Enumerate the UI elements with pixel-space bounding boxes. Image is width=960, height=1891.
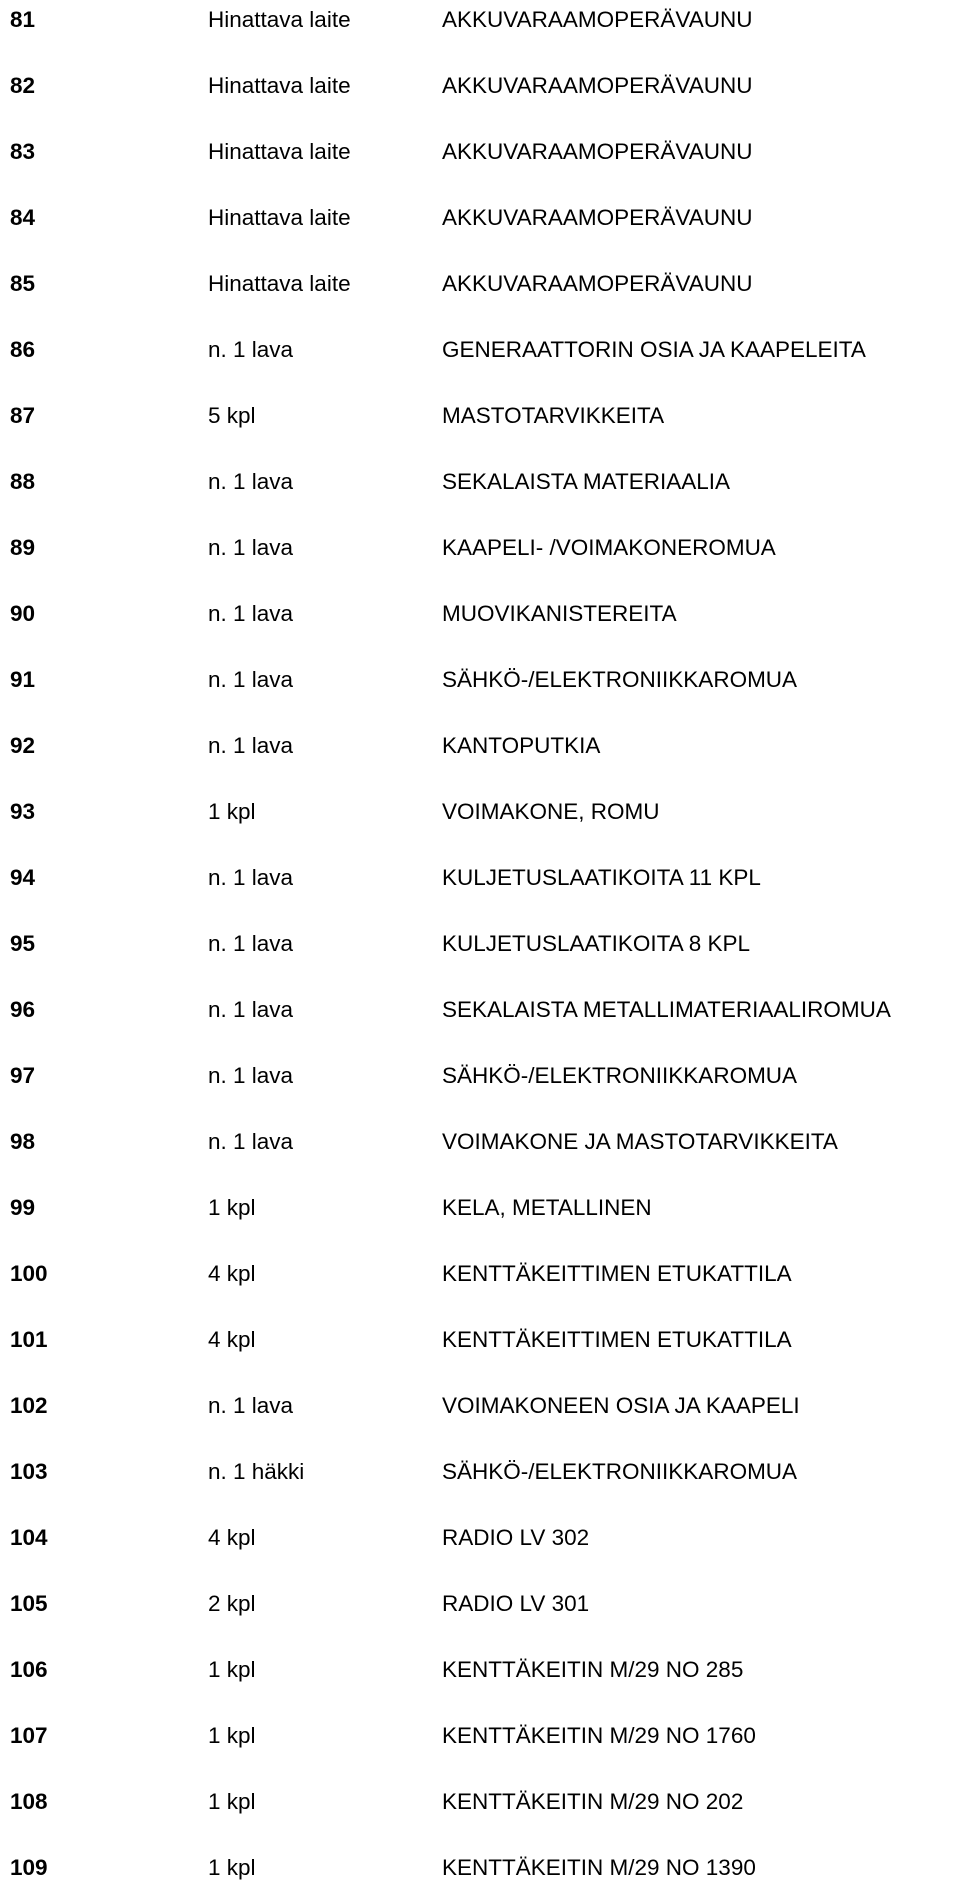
item-quantity: n. 1 lava <box>208 997 294 1022</box>
item-number: 91 <box>10 667 36 692</box>
item-quantity: n. 1 lava <box>208 1129 294 1154</box>
item-description: AKKUVARAAMOPERÄVAUNU <box>442 205 753 230</box>
list-item <box>0 1848 960 1888</box>
item-quantity: Hinattava laite <box>208 7 351 32</box>
item-description: RADIO LV 301 <box>442 1591 590 1616</box>
item-quantity: 4 kpl <box>208 1261 256 1286</box>
item-number: 92 <box>10 733 36 758</box>
item-number: 101 <box>10 1327 48 1352</box>
item-description: AKKUVARAAMOPERÄVAUNU <box>442 271 753 296</box>
item-description: MASTOTARVIKKEITA <box>442 403 665 428</box>
list-item <box>0 66 960 106</box>
item-number: 81 <box>10 7 36 32</box>
item-description: KULJETUSLAATIKOITA 8 KPL <box>442 931 751 956</box>
item-number: 107 <box>10 1723 48 1748</box>
item-description: RADIO LV 302 <box>442 1525 590 1550</box>
list-item <box>0 858 960 898</box>
item-number: 109 <box>10 1855 48 1880</box>
item-description: SÄHKÖ-/ELEKTRONIIKKAROMUA <box>442 1063 798 1088</box>
list-item <box>0 1650 960 1690</box>
item-number: 87 <box>10 403 36 428</box>
item-description: KELA, METALLINEN <box>442 1195 652 1220</box>
item-description: KENTTÄKEITTIMEN ETUKATTILA <box>442 1261 792 1286</box>
item-description: SÄHKÖ-/ELEKTRONIIKKAROMUA <box>442 667 798 692</box>
list-item <box>0 660 960 700</box>
item-quantity: Hinattava laite <box>208 73 351 98</box>
item-quantity: n. 1 lava <box>208 667 294 692</box>
item-number: 82 <box>10 73 36 98</box>
item-number: 105 <box>10 1591 48 1616</box>
list-item <box>0 1518 960 1558</box>
item-number: 97 <box>10 1063 36 1088</box>
item-quantity: n. 1 lava <box>208 337 294 362</box>
item-description: KAAPELI- /VOIMAKONEROMUA <box>442 535 776 560</box>
item-quantity: 1 kpl <box>208 799 256 824</box>
item-quantity: 4 kpl <box>208 1327 256 1352</box>
item-quantity: Hinattava laite <box>208 139 351 164</box>
item-number: 106 <box>10 1657 48 1682</box>
item-quantity: n. 1 häkki <box>208 1459 305 1484</box>
list-item <box>0 924 960 964</box>
item-description: KENTTÄKEITIN M/29 NO 202 <box>442 1789 744 1814</box>
list-item <box>0 0 960 40</box>
list-item <box>0 198 960 238</box>
list-item <box>0 1716 960 1756</box>
item-number: 88 <box>10 469 36 494</box>
list-item <box>0 1056 960 1096</box>
item-quantity: 1 kpl <box>208 1723 256 1748</box>
item-description: VOIMAKONE, ROMU <box>442 799 660 824</box>
item-number: 84 <box>10 205 36 230</box>
list-item <box>0 264 960 304</box>
item-number: 83 <box>10 139 36 164</box>
item-description: AKKUVARAAMOPERÄVAUNU <box>442 73 753 98</box>
item-description: AKKUVARAAMOPERÄVAUNU <box>442 139 753 164</box>
item-quantity: 1 kpl <box>208 1789 256 1814</box>
list-item <box>0 528 960 568</box>
item-quantity: n. 1 lava <box>208 931 294 956</box>
list-item <box>0 726 960 766</box>
list-item <box>0 132 960 172</box>
item-number: 100 <box>10 1261 48 1286</box>
list-item <box>0 1452 960 1492</box>
item-quantity: n. 1 lava <box>208 1393 294 1418</box>
item-number: 103 <box>10 1459 48 1484</box>
item-quantity: n. 1 lava <box>208 1063 294 1088</box>
item-quantity: 1 kpl <box>208 1855 256 1880</box>
item-description: KENTTÄKEITIN M/29 NO 1760 <box>442 1723 756 1748</box>
item-number: 96 <box>10 997 36 1022</box>
list-item <box>0 1584 960 1624</box>
item-number: 99 <box>10 1195 36 1220</box>
list-item <box>0 462 960 502</box>
list-item <box>0 330 960 370</box>
item-quantity: Hinattava laite <box>208 205 351 230</box>
item-number: 94 <box>10 865 36 890</box>
item-description: KULJETUSLAATIKOITA 11 KPL <box>442 865 761 890</box>
item-description: KENTTÄKEITIN M/29 NO 285 <box>442 1657 744 1682</box>
item-description: VOIMAKONEEN OSIA JA KAAPELI <box>442 1393 800 1418</box>
list-item <box>0 594 960 634</box>
item-description: SEKALAISTA MATERIAALIA <box>442 469 731 494</box>
item-description: SEKALAISTA METALLIMATERIAALIROMUA <box>442 997 891 1022</box>
item-number: 86 <box>10 337 36 362</box>
item-quantity: 2 kpl <box>208 1591 256 1616</box>
item-number: 95 <box>10 931 36 956</box>
list-item <box>0 396 960 436</box>
list-item <box>0 990 960 1030</box>
list-item <box>0 1188 960 1228</box>
item-quantity: 1 kpl <box>208 1657 256 1682</box>
item-quantity: n. 1 lava <box>208 733 294 758</box>
item-number: 108 <box>10 1789 48 1814</box>
item-description: KANTOPUTKIA <box>442 733 601 758</box>
item-description: VOIMAKONE JA MASTOTARVIKKEITA <box>442 1129 838 1154</box>
item-description: KENTTÄKEITTIMEN ETUKATTILA <box>442 1327 792 1352</box>
item-number: 102 <box>10 1393 48 1418</box>
item-description: MUOVIKANISTEREITA <box>442 601 677 626</box>
item-number: 90 <box>10 601 36 626</box>
list-item <box>0 1782 960 1822</box>
item-quantity: n. 1 lava <box>208 601 294 626</box>
list-item <box>0 1254 960 1294</box>
list-item <box>0 1122 960 1162</box>
item-number: 98 <box>10 1129 36 1154</box>
item-quantity: n. 1 lava <box>208 535 294 560</box>
list-item <box>0 1386 960 1426</box>
item-description: AKKUVARAAMOPERÄVAUNU <box>442 7 753 32</box>
item-quantity: 4 kpl <box>208 1525 256 1550</box>
item-number: 89 <box>10 535 36 560</box>
item-quantity: 5 kpl <box>208 403 256 428</box>
item-description: SÄHKÖ-/ELEKTRONIIKKAROMUA <box>442 1459 798 1484</box>
item-quantity: n. 1 lava <box>208 865 294 890</box>
item-number: 85 <box>10 271 36 296</box>
list-item <box>0 1320 960 1360</box>
item-quantity: 1 kpl <box>208 1195 256 1220</box>
item-quantity: n. 1 lava <box>208 469 294 494</box>
list-item <box>0 792 960 832</box>
item-description: GENERAATTORIN OSIA JA KAAPELEITA <box>442 337 866 362</box>
item-number: 104 <box>10 1525 48 1550</box>
item-description: KENTTÄKEITIN M/29 NO 1390 <box>442 1855 756 1880</box>
item-number: 93 <box>10 799 36 824</box>
item-quantity: Hinattava laite <box>208 271 351 296</box>
